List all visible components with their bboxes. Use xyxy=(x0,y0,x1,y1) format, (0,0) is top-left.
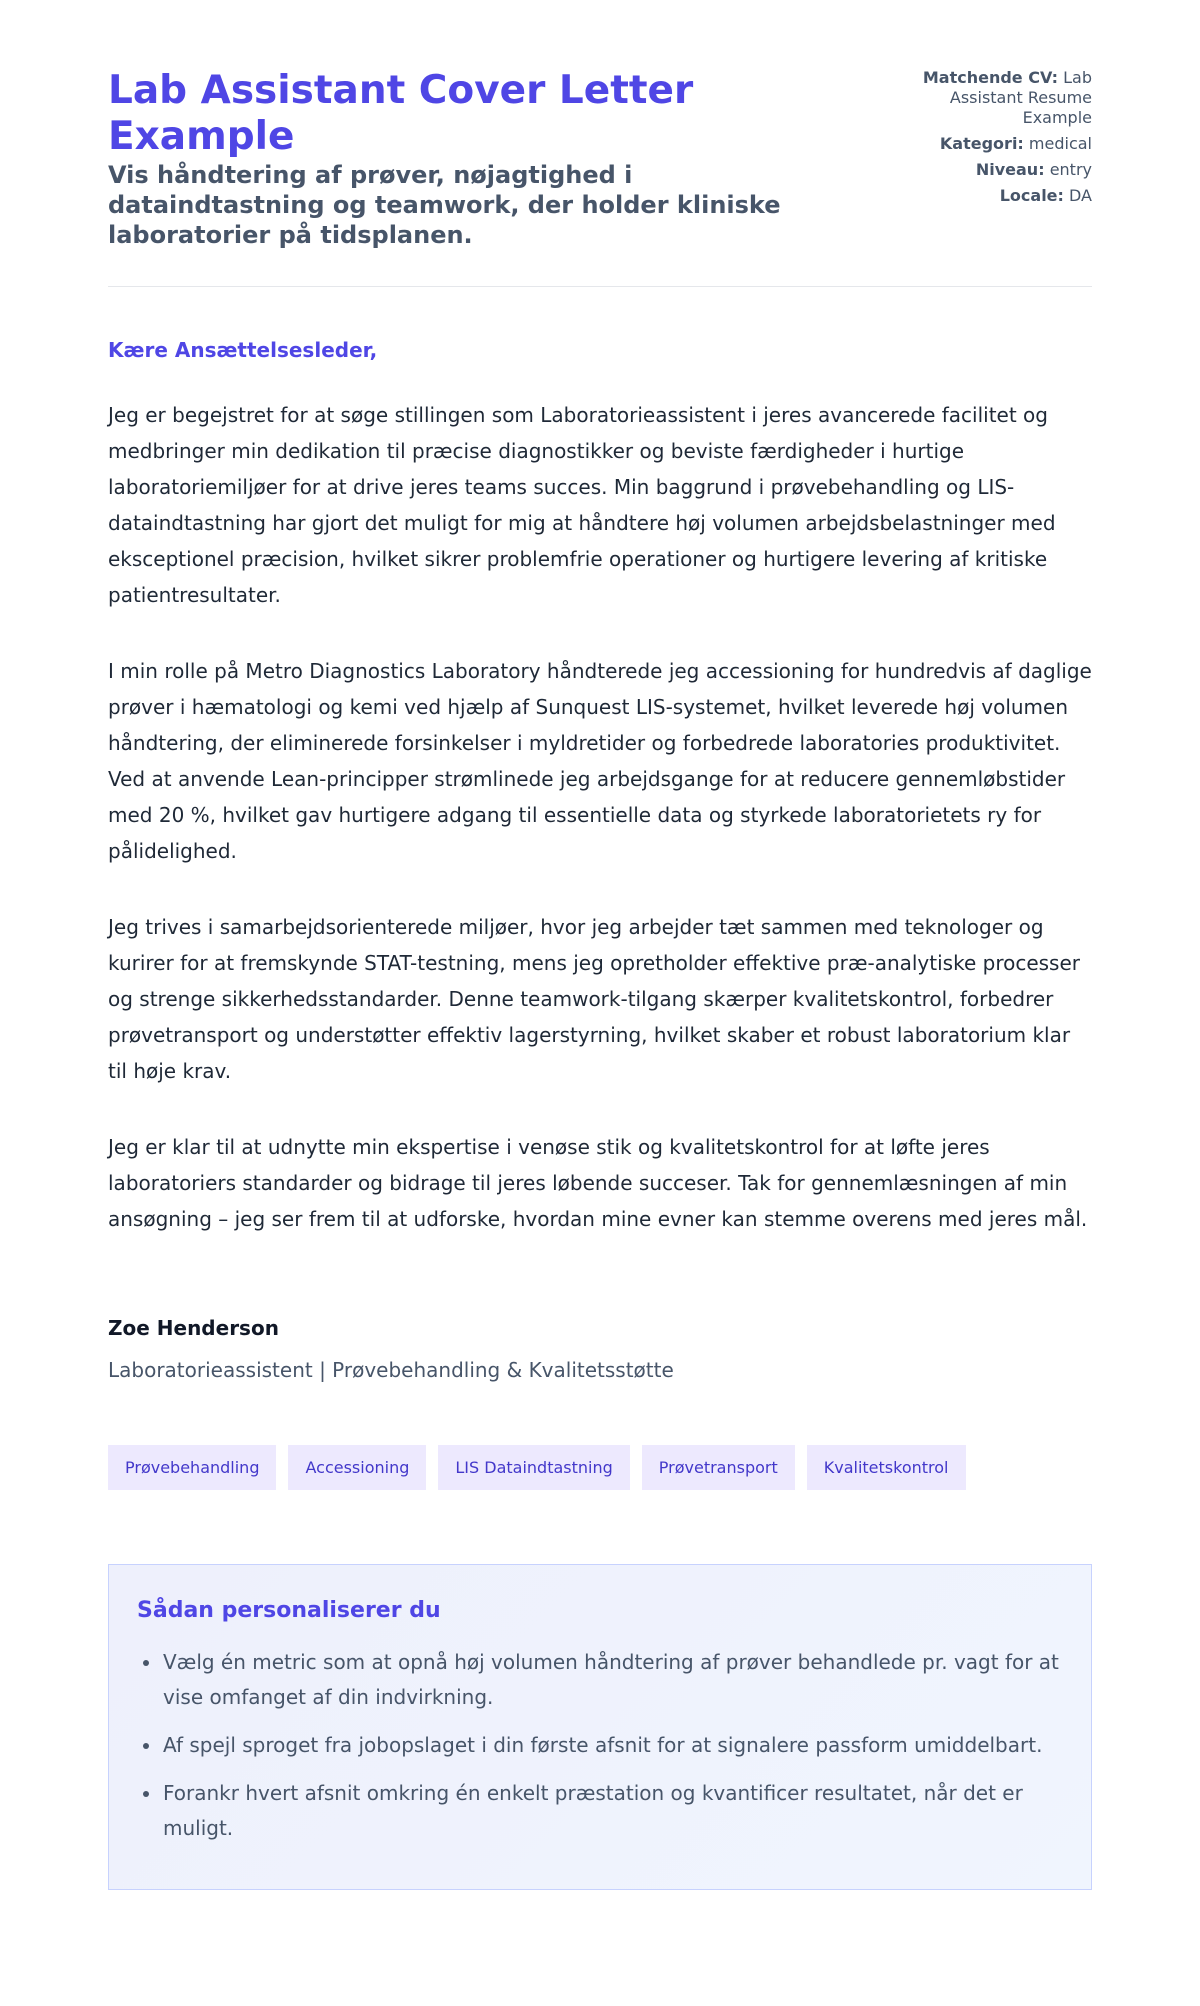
letter-greeting: Kære Ansættelsesleder, xyxy=(108,338,378,362)
page-title: Lab Assistant Cover Letter Example xyxy=(108,68,694,159)
signature-title: Laboratorieassistent | Prøvebehandling & Kvalitetsstøtte xyxy=(108,1358,674,1382)
skill-tag: Accessioning xyxy=(288,1445,426,1490)
meta-label: Kategori: xyxy=(939,134,1024,153)
header-title-block xyxy=(108,68,848,250)
personalization-tips xyxy=(108,1564,1092,1890)
meta-value: medical xyxy=(1028,134,1092,153)
meta-label: Niveau: xyxy=(975,160,1045,179)
skill-tag: Kvalitetskontrol xyxy=(807,1445,966,1490)
meta-info xyxy=(892,68,1092,212)
letter-paragraph: Jeg er klar til at udnytte min ekspertise i venøse stik og kvalitetskontrol for at løfte jeres laboratoriers standarder og bidrage til jeres løbende succeser. Tak for gennemlæsningen af min ansøgning – jeg ser frem til at udforske, hvordan mine evner kan stemme overens med jeres mål. xyxy=(108,1135,1088,1231)
signature-block xyxy=(108,1315,1092,1383)
meta-matching-resume xyxy=(892,68,1092,128)
meta-value: DA xyxy=(1069,186,1092,205)
page-header xyxy=(108,68,1092,287)
skill-tag: Prøvetransport xyxy=(642,1445,795,1490)
tips-list xyxy=(137,1645,1063,1846)
page-subtitle: Vis håndtering af prøver, nøjagtighed i dataindtastning og teamwork, der holder kliniske laboratorier på tidsplanen. xyxy=(108,161,781,249)
meta-level xyxy=(892,160,1092,180)
tip-item: Af spejl sproget fra jobopslaget i din første afsnit for at signalere passform umiddelbart. xyxy=(163,1728,1063,1763)
skill-tags xyxy=(108,1445,1092,1490)
meta-locale xyxy=(892,186,1092,206)
skill-tag: Prøvebehandling xyxy=(108,1445,276,1490)
tips-title: Sådan personaliserer du xyxy=(137,1598,441,1623)
meta-label: Matchende CV: xyxy=(922,68,1059,87)
signature-name: Zoe Henderson xyxy=(108,1316,279,1340)
letter-paragraph: I min rolle på Metro Diagnostics Laboratory håndterede jeg accessioning for hundredvis af daglige prøver i hæmatologi og kemi ved hjælp af Sunquest LIS-systemet, hvilket leverede høj volumen håndtering, der eliminerede forsinkelser i myldretider og forbedrede laboratories produktivitet. Ved at anvende Lean-principper strømlinede jeg arbejdsgange for at reducere gennemløbstider med 20 %, hvilket gav hurtigere adgang til essentielle data og styrkede laboratorietets ry for pålidelighed. xyxy=(108,659,1092,863)
letter-body xyxy=(108,337,1092,1237)
tip-item: Forankr hvert afsnit omkring én enkelt præstation og kvantificer resultatet, når det er muligt. xyxy=(163,1776,1063,1846)
tip-item: Vælg én metric som at opnå høj volumen håndtering af prøver behandlede pr. vagt for at vise omfanget af din indvirkning. xyxy=(163,1645,1063,1715)
meta-category xyxy=(892,134,1092,154)
meta-value: entry xyxy=(1049,160,1092,179)
letter-paragraph: Jeg trives i samarbejdsorienterede miljøer, hvor jeg arbejder tæt sammen med teknologer og kurirer for at fremskynde STAT-testning, mens jeg opretholder effektive præ-analytiske processer og strenge sikkerhedsstandarder. Denne teamwork-tilgang skærper kvalitetskontrol, forbedrer prøvetransport og understøtter effektiv lagerstyrning, hvilket skaber et robust laboratorium klar til høje krav. xyxy=(108,915,1081,1083)
meta-label: Locale: xyxy=(999,186,1064,205)
skill-tag: LIS Dataindtastning xyxy=(438,1445,629,1490)
meta-value: Lab Assistant Resume Example xyxy=(949,68,1092,127)
letter-paragraph: Jeg er begejstret for at søge stillingen som Laboratorieassistent i jeres avancerede facilitet og medbringer min dedikation til præcise diagnostikker og beviste færdigheder i hurtige laboratoriemiljøer for at drive jeres teams succes. Min baggrund i prøvebehandling og LIS-dataindtastning har gjort det muligt for mig at håndtere høj volumen arbejdsbelastninger med eksceptionel præcision, hvilket sikrer problemfrie operationer og hurtigere levering af kritiske patientresultater. xyxy=(108,403,1056,607)
